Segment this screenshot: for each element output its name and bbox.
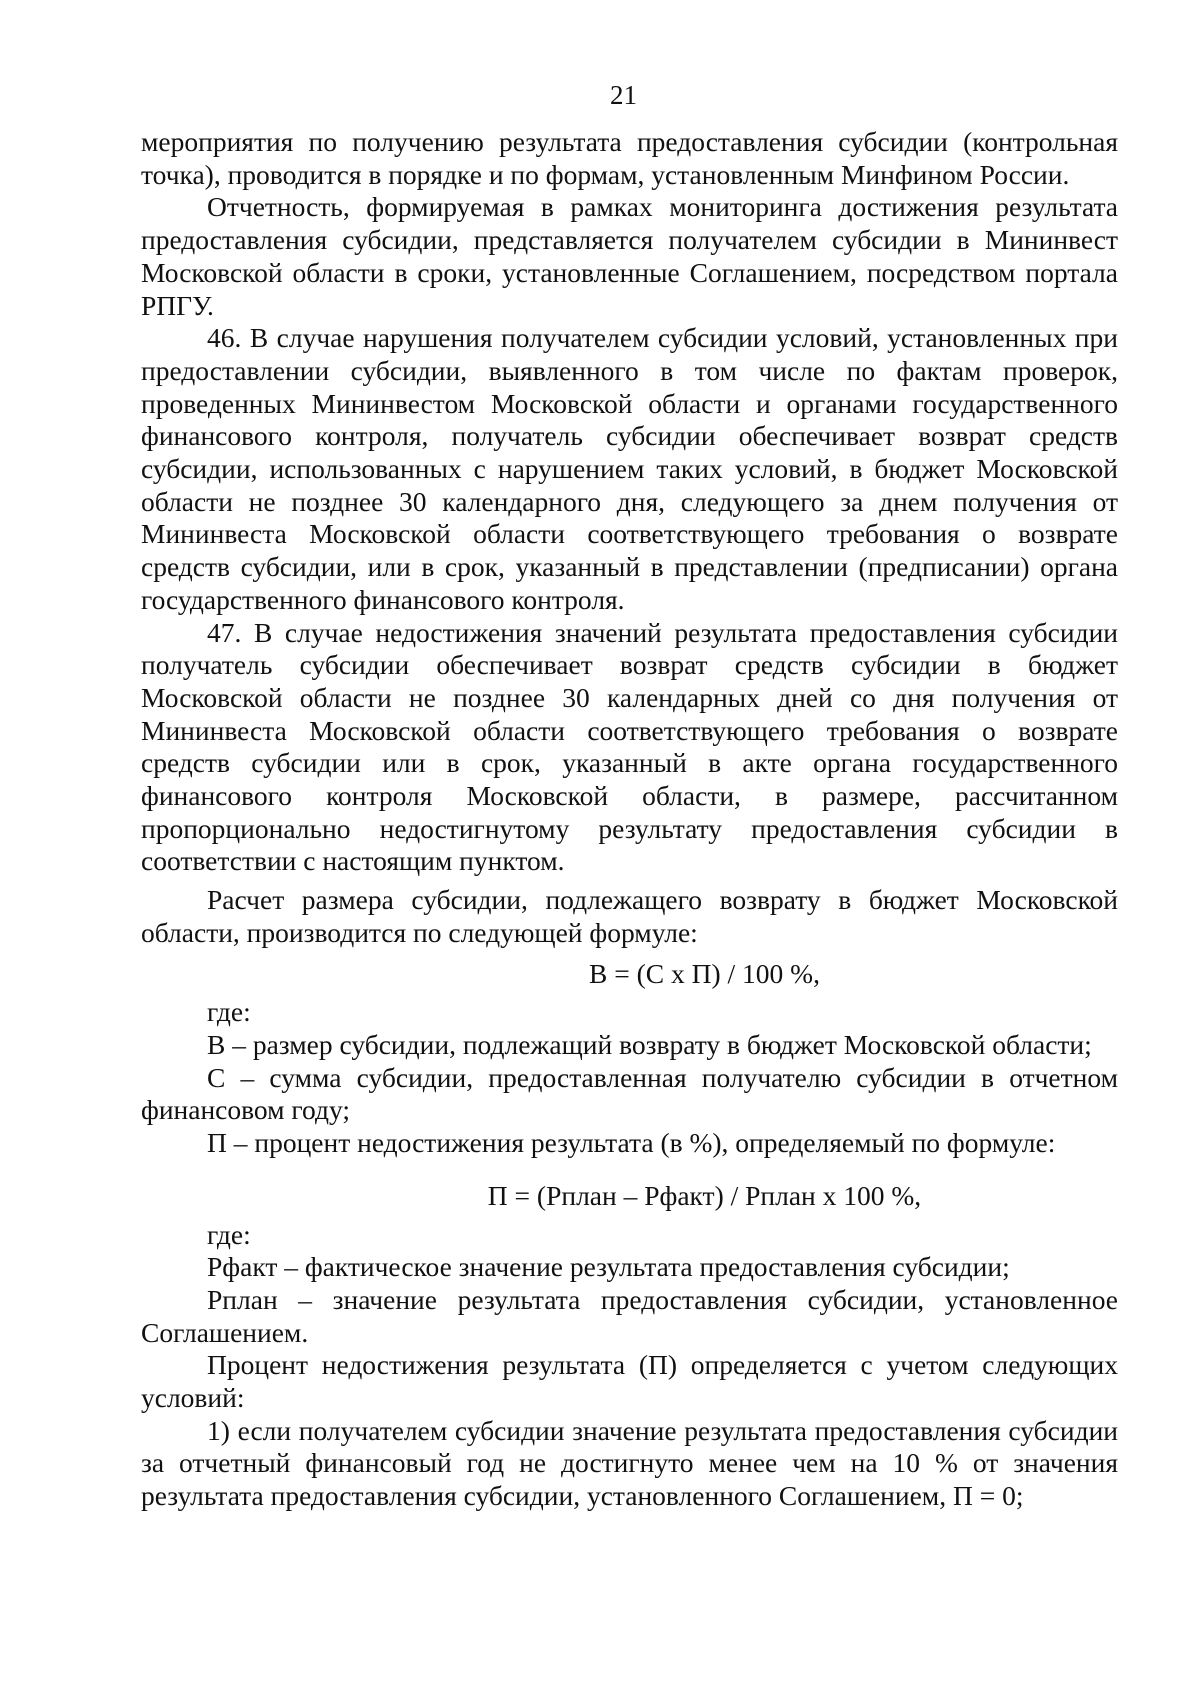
page-number: 21 (610, 80, 637, 110)
where-label-1: где: (207, 996, 251, 1028)
definition-v: В – размер субсидии, подлежащий возврату в бюджет Московской области; (207, 1028, 1092, 1060)
where-label-2: где: (207, 1218, 251, 1250)
paragraph-reporting: Отчетность, формируемая в рамках мониторинга достижения результата предоставления субсидии, представляется получателем субсидии в Мининвест Московской области в сроки, установленные Соглашением, посредством портала РПГУ. (141, 191, 1118, 321)
condition-1: 1) если получателем субсидии значение результата предоставления субсидии за отчетный финансовый год не достигнуто менее чем на 10 % от значения результата предоставления субсидии, установленного Соглашением, П = 0; (141, 1414, 1118, 1512)
document-body (141, 126, 1118, 1513)
definition-rplan: Рплан – значение результата предоставления субсидии, установленное Соглашением. (141, 1283, 1118, 1348)
paragraph-continuation: мероприятия по получению результата предоставления субсидии (контрольная точка), проводится в порядке и по формам, установленным Минфином России. (141, 126, 1118, 190)
formula-refund: В = (С х П) / 100 %, (589, 957, 820, 989)
definition-rfact: Рфакт – фактическое значение результата предоставления субсидии; (207, 1251, 1010, 1283)
formula-percent: П = (Рплан – Рфакт) / Рплан х 100 %, (487, 1179, 922, 1211)
definition-c: С – сумма субсидии, предоставленная получателю субсидии в отчетном финансовом году; (141, 1061, 1118, 1126)
paragraph-46: 46. В случае нарушения получателем субсидии условий, установленных при предоставлении субсидии, выявленного в том числе по фактам проверок, проведенных Мининвестом Московской области и органами государственного финансового контроля, получатель субсидии обеспечивает возврат средств субсидии, использованных с нарушением таких условий, в бюджет Московской области не позднее 30 календарного дня, следующего за днем получения от Мининвеста Московской области соответствующего требования о возврате средств субсидии, или в срок, указанный в представлении (предписании) органа государственного финансового контроля. (141, 322, 1118, 615)
paragraph-conditions: Процент недостижения результата (П) определяется с учетом следующих условий: (141, 1349, 1118, 1414)
paragraph-calculation: Расчет размера субсидии, подлежащего возврату в бюджет Московской области, производится по следующей формуле: (141, 884, 1118, 948)
definition-p: П – процент недостижения результата (в %), определяемый по формуле: (207, 1127, 1056, 1159)
paragraph-47: 47. В случае недостижения значений результата предоставления субсидии получатель субсидии обеспечивает возврат средств субсидии в бюджет Московской области не позднее 30 календарных дней со дня получения от Мининвеста Московской области соответствующего требования о возврате средств субсидии или в срок, указанный в акте органа государственного финансового контроля Московской области, в размере, рассчитанном пропорционально недостигнутому результату предоставления субсидии в соответствии с настоящим пунктом. (141, 616, 1118, 877)
